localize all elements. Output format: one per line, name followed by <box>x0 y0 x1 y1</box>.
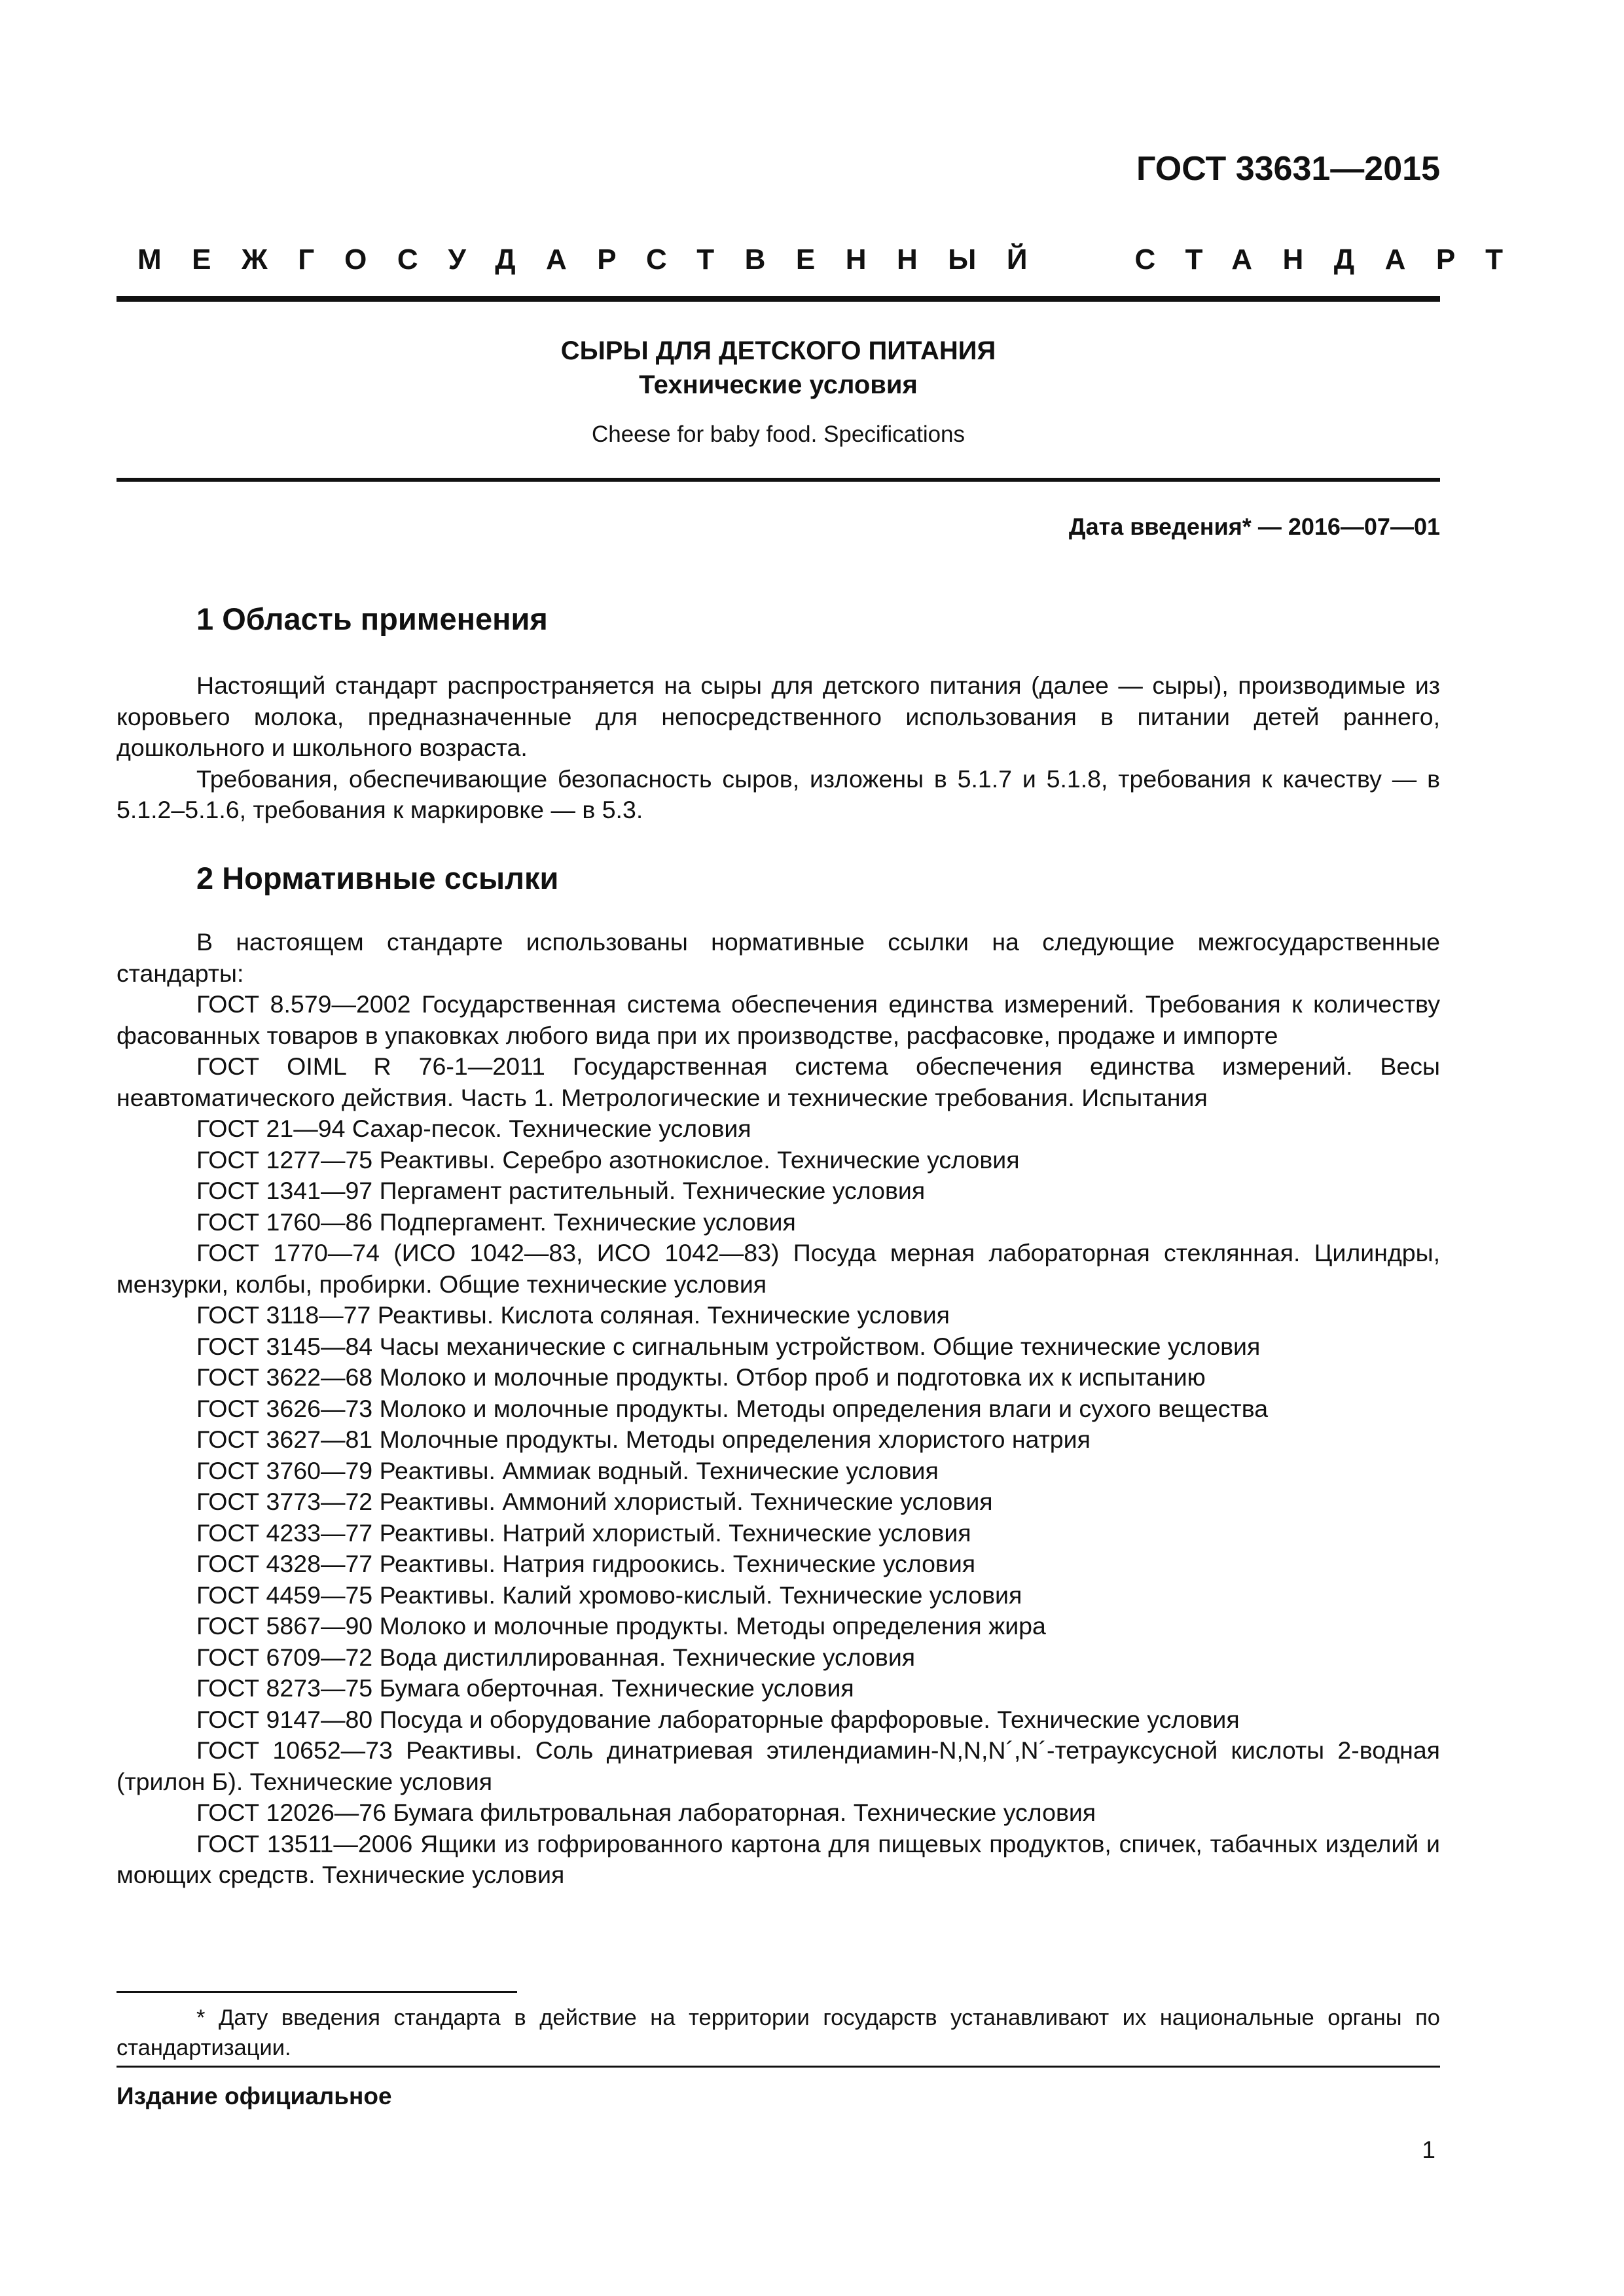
reference-item: ГОСТ 21—94 Сахар-песок. Технические условия <box>196 1115 751 1142</box>
footnote-rule <box>117 1991 517 1993</box>
reference-item: ГОСТ 10652—73 Реактивы. Соль динатриевая этилендиамин-N,N,N´,N´-тетрауксусной кислоты 2-водная (трилон Б). Технические условия <box>117 1736 1440 1795</box>
reference-item: ГОСТ 1770—74 (ИСО 1042—83, ИСО 1042—83) Посуда мерная лабораторная стеклянная. Цилиндры, мензурки, колбы, пробирки. Общие технические условия <box>117 1239 1440 1298</box>
title-ru-line2: Технические условия <box>639 370 918 399</box>
reference-item: ГОСТ 3622—68 Молоко и молочные продукты. Отбор проб и подготовка их к испытанию <box>196 1363 1206 1391</box>
intro-date: Дата введения* — 2016—07—01 <box>1068 513 1440 540</box>
section-2-heading: 2 Нормативные ссылки <box>196 861 559 895</box>
footnote-text: * Дату введения стандарта в действие на территории государств устанавливают их национальные органы по стандартизации. <box>117 2005 1440 2060</box>
reference-item: ГОСТ OIML R 76-1—2011 Государственная система обеспечения единства измерений. Весы неавтоматического действия. Часть 1. Метрологические и технические требования. Испытания <box>117 1052 1440 1111</box>
reference-item: ГОСТ 1277—75 Реактивы. Серебро азотнокислое. Технические условия <box>196 1145 1020 1174</box>
reference-item: ГОСТ 5867—90 Молоко и молочные продукты. Методы определения жира <box>196 1612 1046 1640</box>
paragraph: В настоящем стандарте использованы нормативные ссылки на следующие межгосударственные стандарты: <box>117 928 1440 987</box>
reference-item: ГОСТ 3773—72 Реактивы. Аммоний хлористый. Технические условия <box>196 1488 993 1515</box>
reference-item: ГОСТ 3760—79 Реактивы. Аммиак водный. Технические условия <box>196 1456 939 1484</box>
paragraph: Требования, обеспечивающие безопасность сыров, изложены в 5.1.7 и 5.1.8, требования к качеству — в 5.1.2–5.1.6, требования к маркировке — в 5.3. <box>117 764 1440 823</box>
reference-item: ГОСТ 9147—80 Посуда и оборудование лабораторные фарфоровые. Технические условия <box>196 1705 1240 1733</box>
title-english: Cheese for baby food. Specifications <box>591 422 965 447</box>
document-title <box>117 334 1440 402</box>
reference-item: ГОСТ 8.579—2002 Государственная система обеспечения единства измерений. Требования к количеству фасованных товаров в упаковках любого вида при их производстве, расфасовке, продаже и импорте <box>117 990 1440 1049</box>
title-ru-line1: СЫРЫ ДЛЯ ДЕТСКОГО ПИТАНИЯ <box>560 336 996 365</box>
reference-item: ГОСТ 8273—75 Бумага оберточная. Технические условия <box>196 1674 854 1702</box>
reference-item: ГОСТ 3626—73 Молоко и молочные продукты. Методы определения влаги и сухого вещества <box>196 1394 1269 1422</box>
bottom-rule <box>117 2066 1440 2068</box>
reference-item: ГОСТ 1760—86 Подпергамент. Технические условия <box>196 1208 796 1236</box>
edition-label: Издание официальное <box>117 2083 392 2109</box>
reference-item: ГОСТ 6709—72 Вода дистиллированная. Технические условия <box>196 1643 916 1671</box>
section-1-body <box>117 670 1440 826</box>
reference-item: ГОСТ 4328—77 Реактивы. Натрия гидроокись. Технические условия <box>196 1550 976 1577</box>
reference-item: ГОСТ 1341—97 Пергамент растительный. Технические условия <box>196 1177 926 1204</box>
page-number: 1 <box>1422 2136 1435 2163</box>
reference-item: ГОСТ 12026—76 Бумага фильтровальная лабораторная. Технические условия <box>196 1799 1096 1826</box>
reference-item: ГОСТ 3627—81 Молочные продукты. Методы определения хлористого натрия <box>196 1426 1091 1453</box>
paragraph: Настоящий стандарт распространяется на сыры для детского питания (далее — сыры), производимые из коровьего молока, предназначенные для непосредственного использования в питании детей раннего, дошкольного и школьного возраста. <box>117 672 1440 761</box>
top-thick-rule <box>117 296 1440 302</box>
standard-type-heading: МЕЖГОСУДАРСТВЕННЫЙ СТАНДАРТ <box>137 243 1534 276</box>
reference-item: ГОСТ 3145—84 Часы механические с сигнальным устройством. Общие технические условия <box>196 1332 1261 1360</box>
section-1-heading: 1 Область применения <box>196 601 548 636</box>
section-2-body <box>117 927 1440 1891</box>
title-bottom-rule <box>117 478 1440 482</box>
reference-item: ГОСТ 13511—2006 Ящики из гофрированного картона для пищевых продуктов, спичек, табачных изделий и моющих средств. Технические условия <box>117 1829 1440 1888</box>
footnote <box>117 2003 1440 2063</box>
reference-item: ГОСТ 4459—75 Реактивы. Калий хромово-кислый. Технические условия <box>196 1581 1022 1609</box>
reference-item: ГОСТ 4233—77 Реактивы. Натрий хлористый. Технические условия <box>196 1518 971 1547</box>
reference-item: ГОСТ 3118—77 Реактивы. Кислота соляная. Технические условия <box>196 1301 950 1329</box>
gost-number: ГОСТ 33631—2015 <box>1136 150 1440 188</box>
